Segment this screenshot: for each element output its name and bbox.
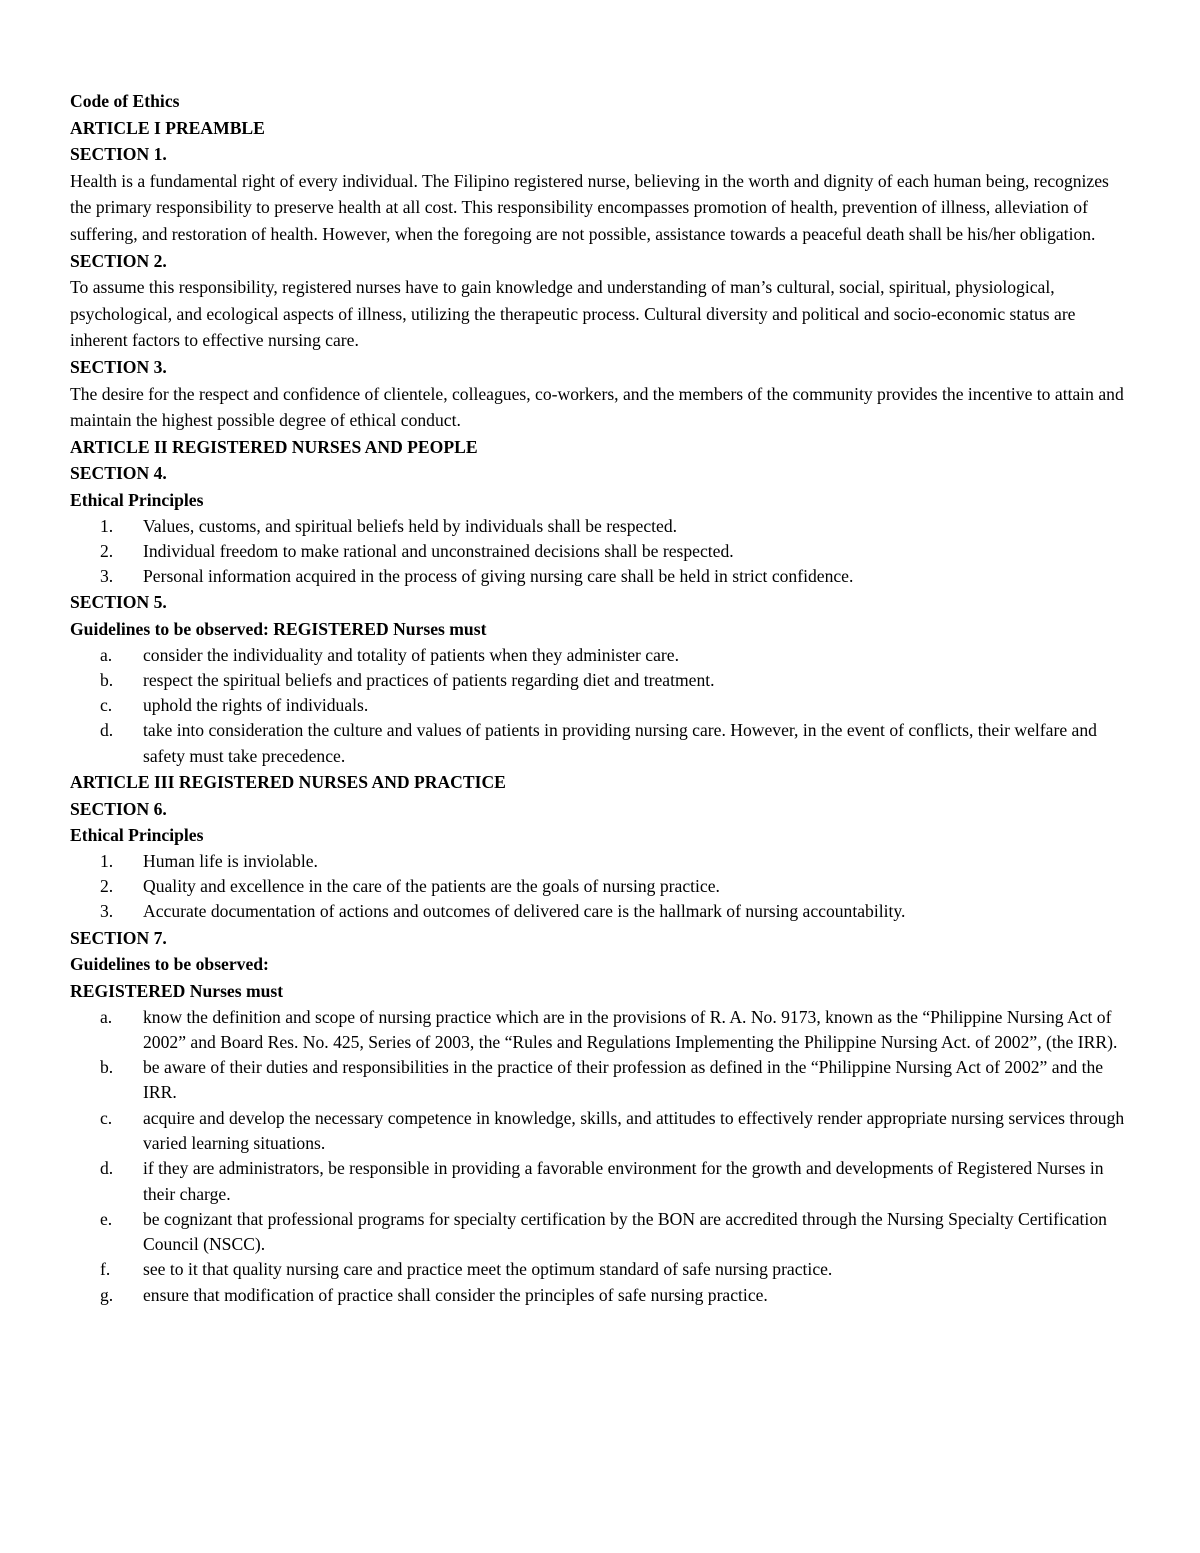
list-item-marker: c. (100, 1107, 113, 1128)
list-item-marker: 3. (100, 901, 114, 922)
section-2-body: To assume this responsibility, registered nurses have to gain knowledge and understanding of man’s cultural, social, spiritual, physiological, psychological, and ecological aspects of illness, utilizing the therapeutic process. Cultural diversity and political and socio-economic status are inherent factors to effective nursing care. (70, 277, 1076, 351)
list-item-marker: b. (100, 1057, 114, 1078)
list-item (100, 514, 1132, 539)
list-item (100, 849, 1132, 874)
list-item (100, 1156, 1132, 1207)
list-item-text: be aware of their duties and responsibilities in the practice of their profession as defined in the “Philippine Nursing Act of 2002” and the IRR. (143, 1057, 1104, 1103)
list-item-text: see to it that quality nursing care and practice meet the optimum standard of safe nursing practice. (143, 1259, 833, 1280)
list-item (100, 1005, 1132, 1056)
article-1-heading: ARTICLE I PREAMBLE (70, 117, 265, 138)
list-item-text: consider the individuality and totality of patients when they administer care. (143, 644, 679, 665)
section-7-subheading-line2: REGISTERED Nurses must (70, 980, 284, 1001)
list-item (100, 668, 1132, 693)
section-5-heading: SECTION 5. (70, 592, 167, 613)
list-item (100, 1207, 1132, 1258)
list-item-marker: 2. (100, 876, 114, 897)
list-item (100, 643, 1132, 668)
list-item-text: take into consideration the culture and values of patients in providing nursing care. However, in the event of conflicts, their welfare and safety must take precedence. (143, 720, 1097, 766)
list-item-text: ensure that modification of practice shall consider the principles of safe nursing practice. (143, 1284, 768, 1305)
list-item-marker: g. (100, 1284, 114, 1305)
list-item-marker: 3. (100, 566, 114, 587)
section-3-body: The desire for the respect and confidence of clientele, colleagues, co-workers, and the members of the community provides the incentive to attain and maintain the highest possible degree of ethical conduct. (70, 383, 1124, 431)
section-6-list (70, 849, 1132, 925)
list-item-text: acquire and develop the necessary competence in knowledge, skills, and attitudes to effectively render appropriate nursing services through varied learning situations. (143, 1107, 1125, 1153)
list-item (100, 718, 1132, 769)
list-item-text: Individual freedom to make rational and unconstrained decisions shall be respected. (143, 540, 734, 561)
list-item-text: Personal information acquired in the process of giving nursing care shall be held in strict confidence. (143, 566, 854, 587)
list-item (100, 1257, 1132, 1282)
section-6-subheading: Ethical Principles (70, 825, 204, 846)
list-item (100, 899, 1132, 924)
section-1-body: Health is a fundamental right of every individual. The Filipino registered nurse, believing in the worth and dignity of each human being, recognizes the primary responsibility to preserve health at all cost. This responsibility encompasses promotion of health, prevention of illness, alleviation of suffering, and restoration of health. However, when the foregoing are not possible, assistance towards a peaceful death shall be his/her obligation. (70, 170, 1109, 244)
list-item-text: Human life is inviolable. (143, 850, 318, 871)
list-item (100, 539, 1132, 564)
list-item-text: Accurate documentation of actions and outcomes of delivered care is the hallmark of nursing accountability. (143, 901, 906, 922)
list-item-text: Values, customs, and spiritual beliefs held by individuals shall be respected. (143, 515, 678, 536)
section-6-heading: SECTION 6. (70, 798, 167, 819)
list-item (100, 874, 1132, 899)
section-7-subheading-line1: Guidelines to be observed: (70, 954, 269, 975)
list-item (100, 564, 1132, 589)
list-item-marker: a. (100, 644, 113, 665)
article-2-heading: ARTICLE II REGISTERED NURSES AND PEOPLE (70, 436, 478, 457)
list-item (100, 1106, 1132, 1157)
section-7-heading: SECTION 7. (70, 927, 167, 948)
list-item-marker: 2. (100, 540, 114, 561)
list-item (100, 693, 1132, 718)
list-item (100, 1055, 1132, 1106)
list-item-text: be cognizant that professional programs for specialty certification by the BON are accredited through the Nursing Specialty Certification Council (NSCC). (143, 1208, 1107, 1255)
document-title: Code of Ethics (70, 91, 180, 111)
section-4-heading: SECTION 4. (70, 463, 167, 484)
list-item-marker: c. (100, 695, 113, 716)
list-item-marker: b. (100, 669, 114, 690)
section-5-list (70, 643, 1132, 769)
section-7-list (70, 1005, 1132, 1309)
list-item-text: uphold the rights of individuals. (143, 695, 369, 716)
list-item-marker: f. (100, 1259, 111, 1280)
section-2-heading: SECTION 2. (70, 250, 167, 271)
list-item-marker: a. (100, 1006, 113, 1027)
list-item-marker: e. (100, 1208, 113, 1229)
list-item-marker: d. (100, 1158, 114, 1179)
section-1-heading: SECTION 1. (70, 144, 167, 165)
article-3-heading: ARTICLE III REGISTERED NURSES AND PRACTICE (70, 772, 506, 793)
section-5-subheading: Guidelines to be observed: REGISTERED Nurses must (70, 618, 487, 639)
list-item-text: know the definition and scope of nursing practice which are in the provisions of R. A. No. 9173, known as the “Philippine Nursing Act of 2002” and Board Res. No. 425, Series of 2003, the “Rules and Regulations Implementing the Philippine Nursing Act. of 2002”, (the IRR). (143, 1006, 1118, 1052)
list-item-text: Quality and excellence in the care of the patients are the goals of nursing practice. (143, 876, 720, 897)
list-item-text: respect the spiritual beliefs and practices of patients regarding diet and treatment. (143, 669, 715, 690)
list-item-text: if they are administrators, be responsible in providing a favorable environment for the growth and developments of Registered Nurses in their charge. (143, 1158, 1104, 1204)
section-3-heading: SECTION 3. (70, 356, 167, 377)
list-item-marker: d. (100, 720, 114, 741)
section-4-subheading: Ethical Principles (70, 489, 204, 510)
list-item (100, 1283, 1132, 1308)
list-item-marker: 1. (100, 850, 114, 871)
list-item-marker: 1. (100, 515, 114, 536)
section-4-list (70, 514, 1132, 590)
